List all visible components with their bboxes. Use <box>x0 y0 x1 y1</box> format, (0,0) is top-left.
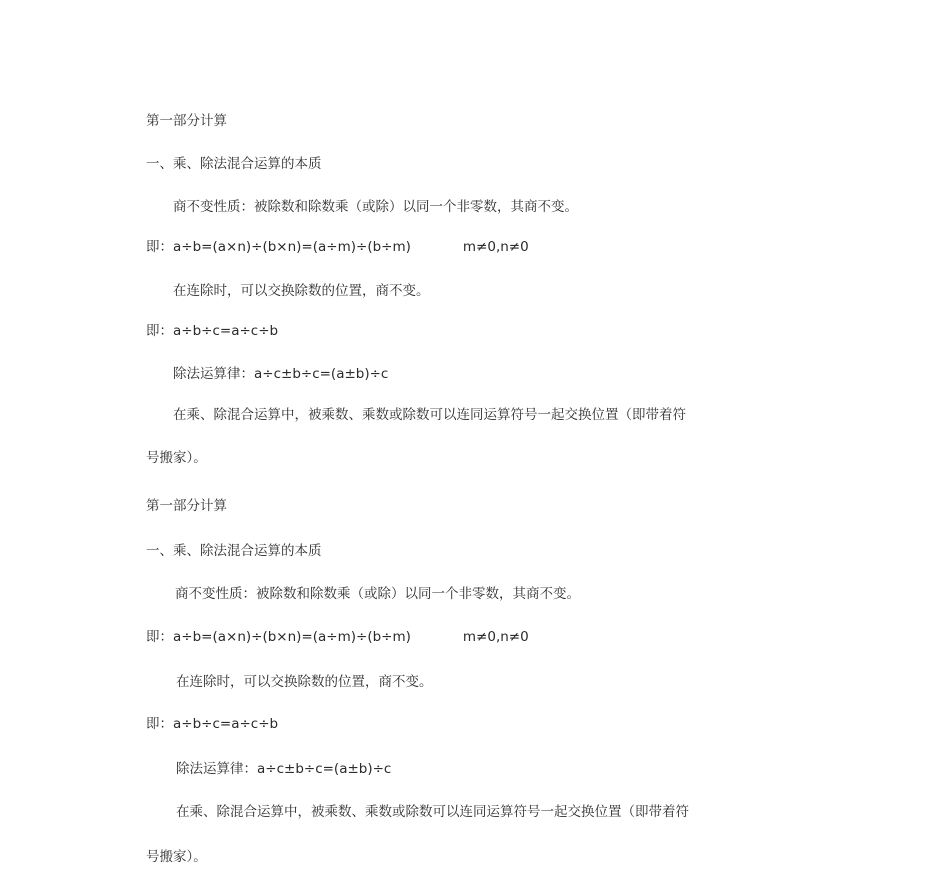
continuous-division-text: 在连除时，可以交换除数的位置，商不变。 <box>173 283 430 299</box>
section-heading: 一、乘、除法混合运算的本质 <box>146 543 322 559</box>
continuous-division-text: 在连除时，可以交换除数的位置，商不变。 <box>176 674 433 690</box>
formula-condition: m≠0,n≠0 <box>462 629 529 645</box>
mixed-operation-rule-continuation: 号搬家）。 <box>146 450 207 466</box>
quotient-property-text: 商不变性质：被除数和除数乘（或除）以同一个非零数，其商不变。 <box>175 586 580 602</box>
formula-line <box>146 238 529 256</box>
quotient-property-text: 商不变性质：被除数和除数乘（或除）以同一个非零数，其商不变。 <box>173 199 578 215</box>
formula-text: 即：a÷b=(a×n)÷(b×n)=(a÷m)÷(b÷m) <box>146 239 411 255</box>
section-heading: 一、乘、除法混合运算的本质 <box>146 156 322 172</box>
mixed-operation-rule-continuation: 号搬家）。 <box>146 849 207 865</box>
mixed-operation-rule-text: 在乘、除混合运算中，被乘数、乘数或除数可以连同运算符号一起交换位置（即带着符 <box>176 804 689 820</box>
formula-text: 即：a÷b=(a×n)÷(b×n)=(a÷m)÷(b÷m) <box>146 629 411 645</box>
division-law-text: 除法运算律：a÷c±b÷c=(a±b)÷c <box>176 761 392 777</box>
formula-line <box>146 628 529 646</box>
section-title: 第一部分计算 <box>146 113 227 129</box>
formula-line: 即：a÷b÷c=a÷c÷b <box>146 716 279 732</box>
division-law-text: 除法运算律：a÷c±b÷c=(a±b)÷c <box>173 366 389 382</box>
formula-line: 即：a÷b÷c=a÷c÷b <box>146 323 279 339</box>
formula-condition: m≠0,n≠0 <box>462 239 529 255</box>
section-title: 第一部分计算 <box>146 498 227 514</box>
mixed-operation-rule-text: 在乘、除混合运算中，被乘数、乘数或除数可以连同运算符号一起交换位置（即带着符 <box>173 407 686 423</box>
